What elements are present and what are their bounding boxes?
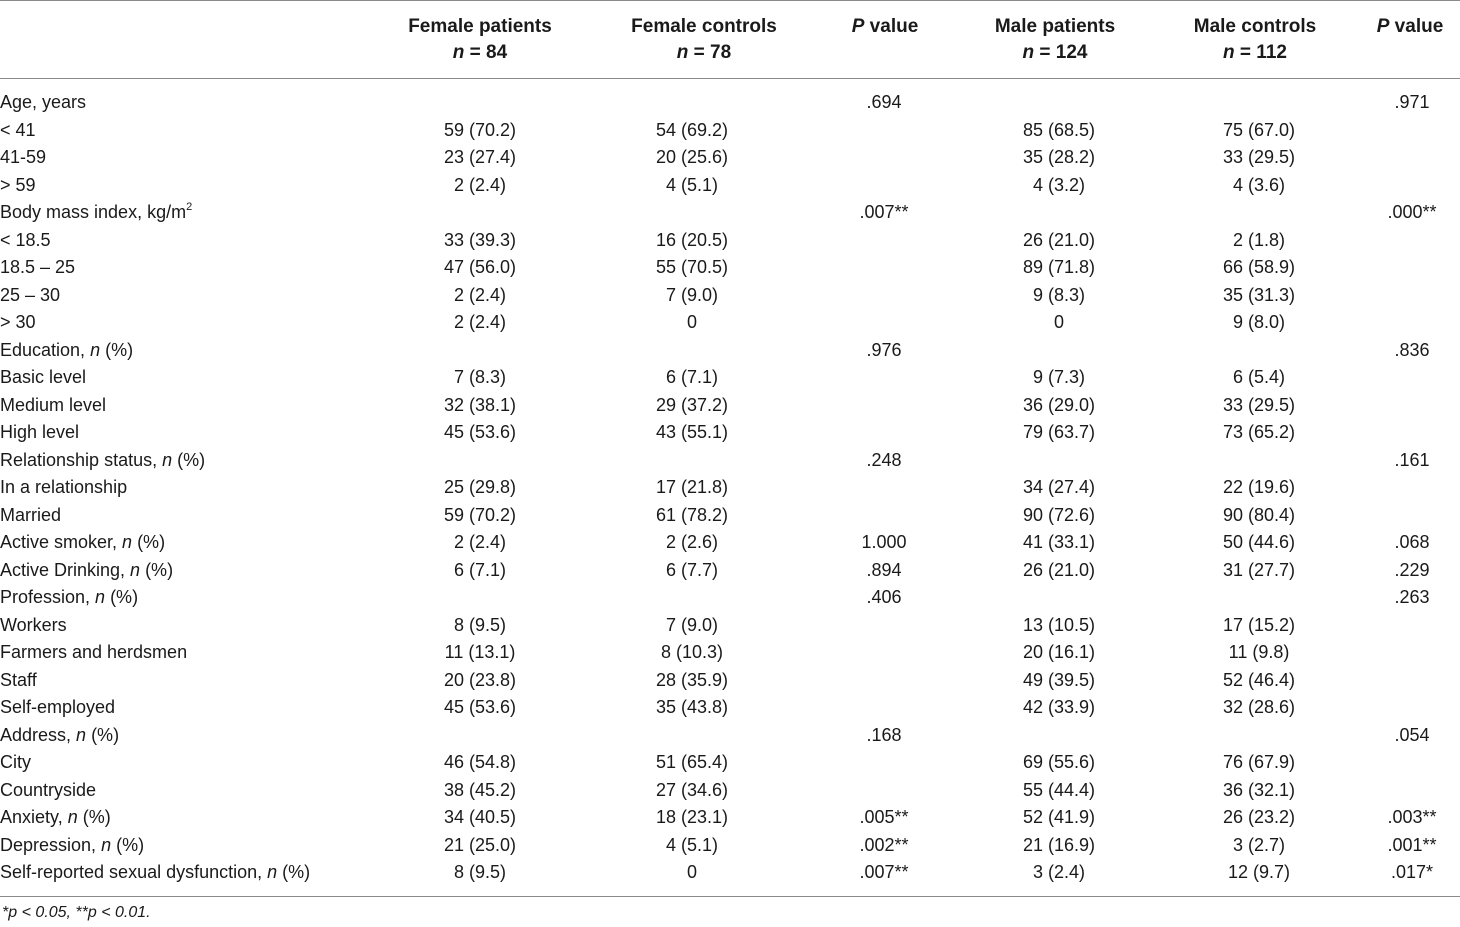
table-cell: 0 (686, 312, 697, 332)
table-cell (1364, 392, 1460, 420)
table-cell: 59 (70.2) (443, 504, 517, 525)
table-cell (1154, 584, 1364, 612)
table-row (0, 447, 1460, 475)
table-cell: 79 (63.7) (1022, 422, 1096, 442)
table-row (0, 529, 1460, 557)
table-cell: 59 (70.2) (443, 119, 517, 140)
table-row (0, 419, 1460, 447)
table-bottom-rule (0, 896, 1460, 897)
table-cell: 8 (9.5) (453, 862, 507, 882)
table-cell: 66 (58.9) (1222, 257, 1296, 277)
table-cell (804, 282, 964, 310)
table-cell: 33 (29.5) (1222, 147, 1296, 167)
table-cell (580, 337, 804, 365)
table-cell (964, 337, 1154, 365)
table-cell: 0 (1053, 312, 1064, 332)
table-cell: 6 (7.1) (665, 367, 719, 387)
table-cell: 20 (25.6) (655, 147, 729, 167)
table-cell: .005** (859, 807, 909, 827)
table-cell (1364, 172, 1460, 200)
table-cell: 69 (55.6) (1022, 752, 1096, 772)
table-cell: 20 (16.1) (1022, 642, 1096, 662)
row-label: Farmers and herdsmen (0, 642, 188, 662)
table-cell (380, 199, 580, 227)
table-cell: .976 (866, 339, 902, 360)
table-cell: 3 (2.7) (1232, 834, 1286, 855)
row-label: In a relationship (0, 477, 128, 497)
header-female-controls (604, 14, 804, 66)
table-cell: 21 (25.0) (443, 834, 517, 855)
table-row (0, 117, 1460, 145)
table-cell (1364, 777, 1460, 805)
table-row (0, 859, 1460, 887)
table-cell: 47 (56.0) (443, 257, 517, 277)
table-cell (1364, 144, 1460, 172)
table-cell (1364, 749, 1460, 777)
table-row (0, 172, 1460, 200)
table-cell: 51 (65.4) (655, 752, 729, 772)
table-cell: 25 (29.8) (443, 477, 517, 497)
table-cell (804, 639, 964, 667)
table-cell: 36 (32.1) (1222, 779, 1296, 800)
row-label: Active smoker, n (%) (0, 532, 166, 552)
row-label: Active Drinking, n (%) (0, 559, 174, 580)
row-label: Age, years (0, 92, 87, 112)
table-row (0, 254, 1460, 282)
table-row (0, 639, 1460, 667)
table-cell: 33 (39.3) (443, 229, 517, 250)
table-cell: 89 (71.8) (1022, 257, 1096, 277)
table-footnote: *p < 0.05, **p < 0.01. (2, 904, 151, 921)
table-cell: 17 (15.2) (1222, 614, 1296, 635)
table-cell (1364, 227, 1460, 255)
table-cell (1154, 722, 1364, 750)
table-cell: 2 (2.4) (453, 174, 507, 195)
table-cell: 35 (31.3) (1222, 284, 1296, 305)
table-cell (580, 584, 804, 612)
table-cell: 2 (2.4) (453, 312, 507, 332)
table-cell: 3 (2.4) (1032, 862, 1086, 882)
table-cell: .971 (1394, 92, 1430, 112)
table-cell: 36 (29.0) (1022, 394, 1096, 415)
table-cell: 38 (45.2) (443, 779, 517, 800)
table-cell: 1.000 (861, 532, 907, 552)
table-cell: .161 (1394, 449, 1430, 470)
table-cell: 2 (2.4) (453, 284, 507, 305)
table-cell: 54 (69.2) (655, 119, 729, 140)
row-label: 18.5 – 25 (0, 257, 76, 277)
table-cell: 46 (54.8) (443, 752, 517, 772)
row-label: Education, n (%) (0, 339, 134, 360)
table-cell: 29 (37.2) (655, 394, 729, 415)
table-cell: 11 (13.1) (444, 642, 516, 662)
table-cell (804, 144, 964, 172)
table-row (0, 612, 1460, 640)
table-cell: .694 (866, 92, 902, 112)
table-cell: 76 (67.9) (1222, 752, 1296, 772)
table-cell: 85 (68.5) (1022, 119, 1096, 140)
table-cell: 55 (70.5) (655, 257, 729, 277)
table-cell: 61 (78.2) (655, 504, 729, 525)
table-cell: 35 (43.8) (655, 697, 729, 717)
table-cell (964, 199, 1154, 227)
table-cell (804, 502, 964, 530)
table-cell (380, 584, 580, 612)
table-cell (1364, 419, 1460, 447)
table-cell (1364, 667, 1460, 695)
table-cell (380, 89, 580, 117)
table-cell (804, 474, 964, 502)
table-cell (804, 749, 964, 777)
table-cell: 7 (9.0) (665, 614, 719, 635)
table-cell (580, 447, 804, 475)
table-cell: 55 (44.4) (1022, 779, 1096, 800)
header-male-patients-n: n = 124 (1022, 42, 1088, 63)
table-cell: 6 (7.1) (453, 559, 507, 580)
row-label: < 41 (0, 119, 36, 140)
row-label: 41-59 (0, 147, 47, 167)
table-cell: 7 (9.0) (665, 284, 719, 305)
demographics-table (0, 89, 1460, 887)
table-row (0, 777, 1460, 805)
table-cell (804, 227, 964, 255)
row-label: Countryside (0, 779, 97, 800)
table-cell: 32 (28.6) (1222, 697, 1296, 717)
row-label: Relationship status, n (%) (0, 449, 206, 470)
table-cell: 12 (9.7) (1227, 862, 1291, 882)
table-cell (380, 722, 580, 750)
table-row (0, 694, 1460, 722)
row-label: > 30 (0, 312, 36, 332)
table-cell (1364, 309, 1460, 337)
table-cell: 52 (41.9) (1022, 807, 1096, 827)
table-cell: 2 (2.6) (665, 532, 719, 552)
table-cell: 90 (80.4) (1222, 504, 1296, 525)
table-cell (804, 419, 964, 447)
table-cell (580, 199, 804, 227)
table-row (0, 722, 1460, 750)
table-cell: 4 (5.1) (665, 174, 719, 195)
table-cell: 31 (27.7) (1222, 559, 1296, 580)
header-female-controls-n: n = 78 (676, 42, 732, 63)
row-label: High level (0, 422, 80, 442)
table-cell (1154, 199, 1364, 227)
table-cell: .836 (1394, 339, 1430, 360)
table-cell: 9 (8.3) (1032, 284, 1086, 305)
table-cell (964, 447, 1154, 475)
table-cell (380, 337, 580, 365)
table-cell: 33 (29.5) (1222, 394, 1296, 415)
header-male-patients-label: Male patients (994, 16, 1116, 37)
row-label: Anxiety, n (%) (0, 807, 111, 827)
row-label: Self-reported sexual dysfunction, n (%) (0, 862, 311, 882)
table-row (0, 749, 1460, 777)
header-p-value-2-label: P value (1376, 16, 1444, 37)
table-row (0, 144, 1460, 172)
table-cell (1364, 474, 1460, 502)
table-cell: 73 (65.2) (1222, 422, 1296, 442)
table-cell: 28 (35.9) (655, 669, 729, 690)
table-cell: 75 (67.0) (1222, 119, 1296, 140)
row-label: Basic level (0, 367, 87, 387)
table-cell: .406 (866, 587, 902, 607)
table-cell: .229 (1394, 559, 1430, 580)
table-row (0, 584, 1460, 612)
table-cell: 42 (33.9) (1022, 697, 1096, 717)
table-cell: 52 (46.4) (1222, 669, 1296, 690)
table-cell (1364, 254, 1460, 282)
table-cell: 90 (72.6) (1022, 504, 1096, 525)
row-label: Staff (0, 669, 37, 690)
table-cell: 9 (7.3) (1032, 367, 1086, 387)
table-cell: 8 (10.3) (660, 642, 724, 662)
table-cell (804, 364, 964, 392)
table-cell: .017* (1390, 862, 1434, 882)
table-cell (1364, 639, 1460, 667)
table-row (0, 502, 1460, 530)
table-cell: .168 (866, 724, 902, 745)
table-cell: .894 (866, 559, 902, 580)
row-label: Workers (0, 614, 67, 635)
table-cell: 50 (44.6) (1222, 532, 1296, 552)
table-cell: 26 (21.0) (1022, 559, 1096, 580)
table-cell: 7 (8.3) (453, 367, 507, 387)
table-cell: 27 (34.6) (655, 779, 729, 800)
table-row (0, 364, 1460, 392)
row-label: Address, n (%) (0, 724, 120, 745)
table-cell (804, 694, 964, 722)
table-cell: 35 (28.2) (1022, 147, 1096, 167)
table-cell: .002** (859, 834, 909, 855)
table-row (0, 832, 1460, 860)
table-cell (1154, 89, 1364, 117)
table-body (0, 89, 1460, 887)
header-female-controls-label: Female controls (631, 16, 777, 37)
table-cell (380, 447, 580, 475)
table-cell: .068 (1394, 532, 1430, 552)
row-label: < 18.5 (0, 229, 51, 250)
table-cell: 6 (7.7) (665, 559, 719, 580)
table-cell (1364, 612, 1460, 640)
table-cell (1364, 502, 1460, 530)
table-row (0, 227, 1460, 255)
table-row (0, 557, 1460, 585)
row-label: Married (0, 504, 62, 525)
header-male-controls-label: Male controls (1193, 16, 1317, 37)
table-cell (804, 254, 964, 282)
table-cell (1364, 694, 1460, 722)
table-cell (1364, 282, 1460, 310)
table-cell: 4 (5.1) (665, 834, 719, 855)
row-label: > 59 (0, 174, 36, 195)
row-label: City (0, 752, 31, 772)
table-cell (1154, 337, 1364, 365)
table-cell: 4 (3.2) (1032, 174, 1086, 195)
table-cell: 26 (21.0) (1022, 229, 1096, 250)
table-cell: 34 (27.4) (1022, 477, 1096, 497)
table-cell: 32 (38.1) (443, 394, 517, 415)
table-cell (1364, 364, 1460, 392)
table-row (0, 337, 1460, 365)
row-label: Medium level (0, 394, 107, 415)
table-cell: .263 (1394, 587, 1430, 607)
row-label: Body mass index, $kg/m^2$ (0, 201, 193, 222)
header-p-value-2 (1360, 14, 1460, 40)
header-p-value-1 (825, 14, 945, 40)
table-header-rule (0, 78, 1460, 79)
row-label: 25 – 30 (0, 284, 61, 305)
table-cell (804, 392, 964, 420)
table-cell: 18 (23.1) (655, 807, 729, 827)
table-cell (804, 667, 964, 695)
table-cell: 17 (21.8) (655, 477, 729, 497)
table-cell: 20 (23.8) (443, 669, 517, 690)
table-cell: .007** (859, 862, 909, 882)
table-top-rule (0, 0, 1460, 1)
table-row (0, 804, 1460, 832)
table-cell: .000** (1387, 202, 1437, 222)
table-cell: 13 (10.5) (1022, 614, 1096, 635)
header-male-controls (1155, 14, 1355, 66)
table-cell: 21 (16.9) (1022, 834, 1096, 855)
table-cell: 4 (3.6) (1232, 174, 1286, 195)
table-cell: 2 (2.4) (453, 532, 507, 552)
table-row (0, 474, 1460, 502)
header-male-patients (955, 14, 1155, 66)
table-cell: .248 (866, 449, 902, 470)
table-cell: 45 (53.6) (443, 422, 517, 442)
row-label: Depression, n (%) (0, 834, 145, 855)
table-cell: 43 (55.1) (655, 422, 729, 442)
table-row (0, 89, 1460, 117)
table-cell: .007** (859, 202, 909, 222)
table-cell: .001** (1387, 834, 1437, 855)
table-row (0, 199, 1460, 227)
table-cell (964, 89, 1154, 117)
row-label: Self-employed (0, 697, 116, 717)
table-cell: 23 (27.4) (443, 147, 517, 167)
header-female-patients (380, 14, 580, 66)
table-cell: 49 (39.5) (1022, 669, 1096, 690)
table-cell: 9 (8.0) (1232, 312, 1286, 332)
table-cell (1364, 117, 1460, 145)
table-cell: 41 (33.1) (1022, 532, 1096, 552)
table-cell (804, 117, 964, 145)
table-cell: .054 (1394, 724, 1430, 745)
table-cell: 0 (686, 862, 697, 882)
header-p-value-1-label: P value (851, 16, 919, 37)
table-row (0, 667, 1460, 695)
table-cell: 22 (19.6) (1222, 477, 1296, 497)
table-row (0, 282, 1460, 310)
table-cell (580, 722, 804, 750)
row-label: Profession, n (%) (0, 587, 139, 607)
table-cell (580, 89, 804, 117)
table-cell: 45 (53.6) (443, 697, 517, 717)
table-cell: 16 (20.5) (655, 229, 729, 250)
header-female-patients-label: Female patients (408, 16, 552, 37)
header-female-patients-n: n = 84 (452, 42, 508, 63)
table-cell: 11 (9.8) (1228, 642, 1290, 662)
table-cell (964, 722, 1154, 750)
table-cell: 6 (5.4) (1232, 367, 1286, 387)
table-row (0, 309, 1460, 337)
table-cell (804, 612, 964, 640)
table-cell (804, 777, 964, 805)
table-cell: 34 (40.5) (443, 807, 517, 827)
table-cell (804, 309, 964, 337)
table-cell: 8 (9.5) (453, 614, 507, 635)
table-cell: 2 (1.8) (1232, 229, 1286, 250)
table-cell (964, 584, 1154, 612)
table-cell: 26 (23.2) (1222, 807, 1296, 827)
table-cell: .003** (1387, 807, 1437, 827)
table-row (0, 392, 1460, 420)
table-cell (804, 172, 964, 200)
table-cell (1154, 447, 1364, 475)
header-male-controls-n: n = 112 (1223, 42, 1287, 63)
